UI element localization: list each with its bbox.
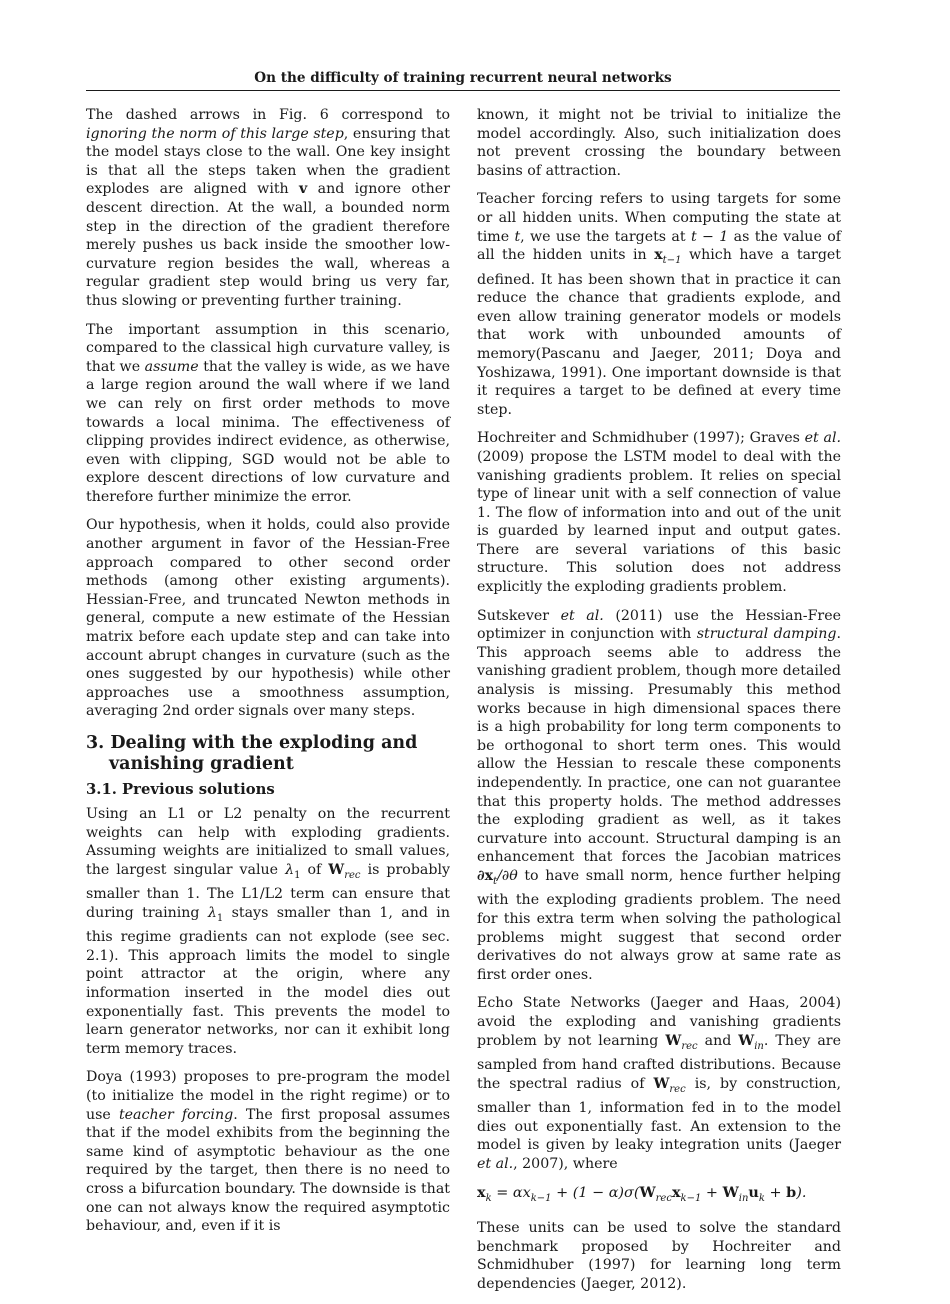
running-header: On the difficulty of training recurrent neural networks [86,70,840,91]
paragraph-hessian-free: Sutskever et al. (2011) use the Hessian-Free optimizer in conjunction with structural damping. This approach seems able to address the vanishing gradient problem, though more detailed analysis is missing. Presumably this method works because in high dimensional spaces there is a high probability for long term components to be orthogonal to short term ones. This would allow the Hessian to rescale these components independently. In practice, one can not guarantee that this property holds. The method addresses the exploding gradient as well, as it takes curvature into account. Structural damping is an enhancement that forces the Jacobian matrices $\partial x_t/\partial\theta$ to have small norm, hence further helping with the exploding gradients problem. The need for this extra term when solving the pathological problems might suggest that second order derivatives do not always grow at same rate as first order ones. [477,607,841,983]
paragraph-l1-l2-penalty: Using an L1 or L2 penalty on the recurrent weights can help with exploding gradients. Assuming weights are initialized to small values, the largest singular value $\lambda_1$ of $W_{rec}$ is probably smaller than 1. The L1/L2 term can ensure that during training $\lambda_1$ stays smaller than 1, and in this regime gradients can not explode (see sec. 2.1). This approach limits the model to single point attractor at the origin, where any information inserted in the model dies out exponentially fast. This prevents the model to learn generator networks, nor can it exhibit long term memory traces. [86,806,450,1057]
paragraph-echo-state: Echo State Networks (Jaeger and Haas, 2004) avoid the exploding and vanishing gradients problem by not learning $W_{rec}$ and $W_{in}$. They are sampled from hand crafted distributions. Because the spectral radius of $W_{rec}$ is, by construction, smaller than 1, information fed in to the model dies out exponentially fast. An extension to the model is given by leaky integration units (Jaeger et al., 2007), where [477,995,841,1172]
left-column [86,106,450,1246]
right-column [477,106,841,1304]
paragraph-doya: Doya (1993) proposes to pre-program the model (to initialize the model in the right regime) or to use teacher forcing. The first proposal assumes that if the model exhibits from the beginning the same kind of asymptotic behaviour as the one required by the target, then there is no need to cross a bifurcation boundary. The downside is that one can not always know the required asymptotic behaviour, and, even if it is [86,1069,451,1235]
paragraph-initialization: known, it might not be trivial to initialize the model accordingly. Also, such initialization does not prevent crossing the boundary between basins of attraction. [477,107,841,179]
paragraph-benchmark: These units can be used to solve the standard benchmark proposed by Hochreiter and Schmidhuber (1997) for learning long term dependencies (Jaeger, 2012). [477,1220,841,1293]
leaky-integration-equation: $x_k = \alpha x_{k-1} + (1 - \alpha)\sigma(W_{rec}x_{k-1} + W_{in}u_k + b)$. [477,1184,807,1205]
paragraph-dashed-arrows: The dashed arrows in Fig. 6 correspond to ignoring the norm of this large step, ensuring that the model stays close to the wall. One key insight is that all the steps taken when the gradient explodes are aligned with v and ignore other descent direction. At the wall, a bounded norm step in the direction of the gradient therefore merely pushes us back inside the smoother low-curvature region besides the wall, whereas a regular gradient step would bring us very far, thus slowing or preventing further training. [86,107,450,309]
paragraph-teacher-forcing: Teacher forcing refers to using targets for some or all hidden units. When computing the state at time t, we use the targets at t − 1 as the value of all the hidden units in $x_{t-1}$ which have a target defined. It has been shown that in practice it can reduce the chance that gradients explode, and even allow training generator models or models that work with unbounded amounts of memory(Pascanu and Jaeger, 2011; Doya and Yoshizawa, 1991). One important downside is that it requires a target to be defined at every time step. [477,191,841,418]
paragraph-hypothesis: Our hypothesis, when it holds, could also provide another argument in favor of the Hessian-Free approach compared to other second order methods (among other existing arguments). Hessian-Free, and truncated Newton methods in general, compute a new estimate of the Hessian matrix before each update step and can take into account abrupt changes in curvature (such as the ones suggested by our hypothesis) while other approaches use a smoothness assumption, averaging 2nd order signals over many steps. [86,517,450,720]
subsection-heading: 3.1. Previous solutions [86,781,275,798]
paragraph-lstm: Hochreiter and Schmidhuber (1997); Graves et al. (2009) propose the LSTM model to deal with the vanishing gradients problem. It relies on special type of linear unit with a self connection of value 1. The flow of information into and out of the unit is guarded by learned input and output gates. There are several variations of this basic structure. This solution does not address explicitly the exploding gradients problem. [477,430,841,596]
section-heading: 3. Dealing with the exploding and vanishing gradient [86,733,418,774]
paragraph-important-assumption: The important assumption in this scenario, compared to the classical high curvature valley, is that we assume that the valley is wide, as we have a large region around the wall where if we land we can rely on first order methods to move towards a local minima. The effectiveness of clipping provides indirect evidence, as otherwise, even with clipping, SGD would not be able to explore descent directions of low curvature and therefore further minimize the error. [86,321,451,505]
